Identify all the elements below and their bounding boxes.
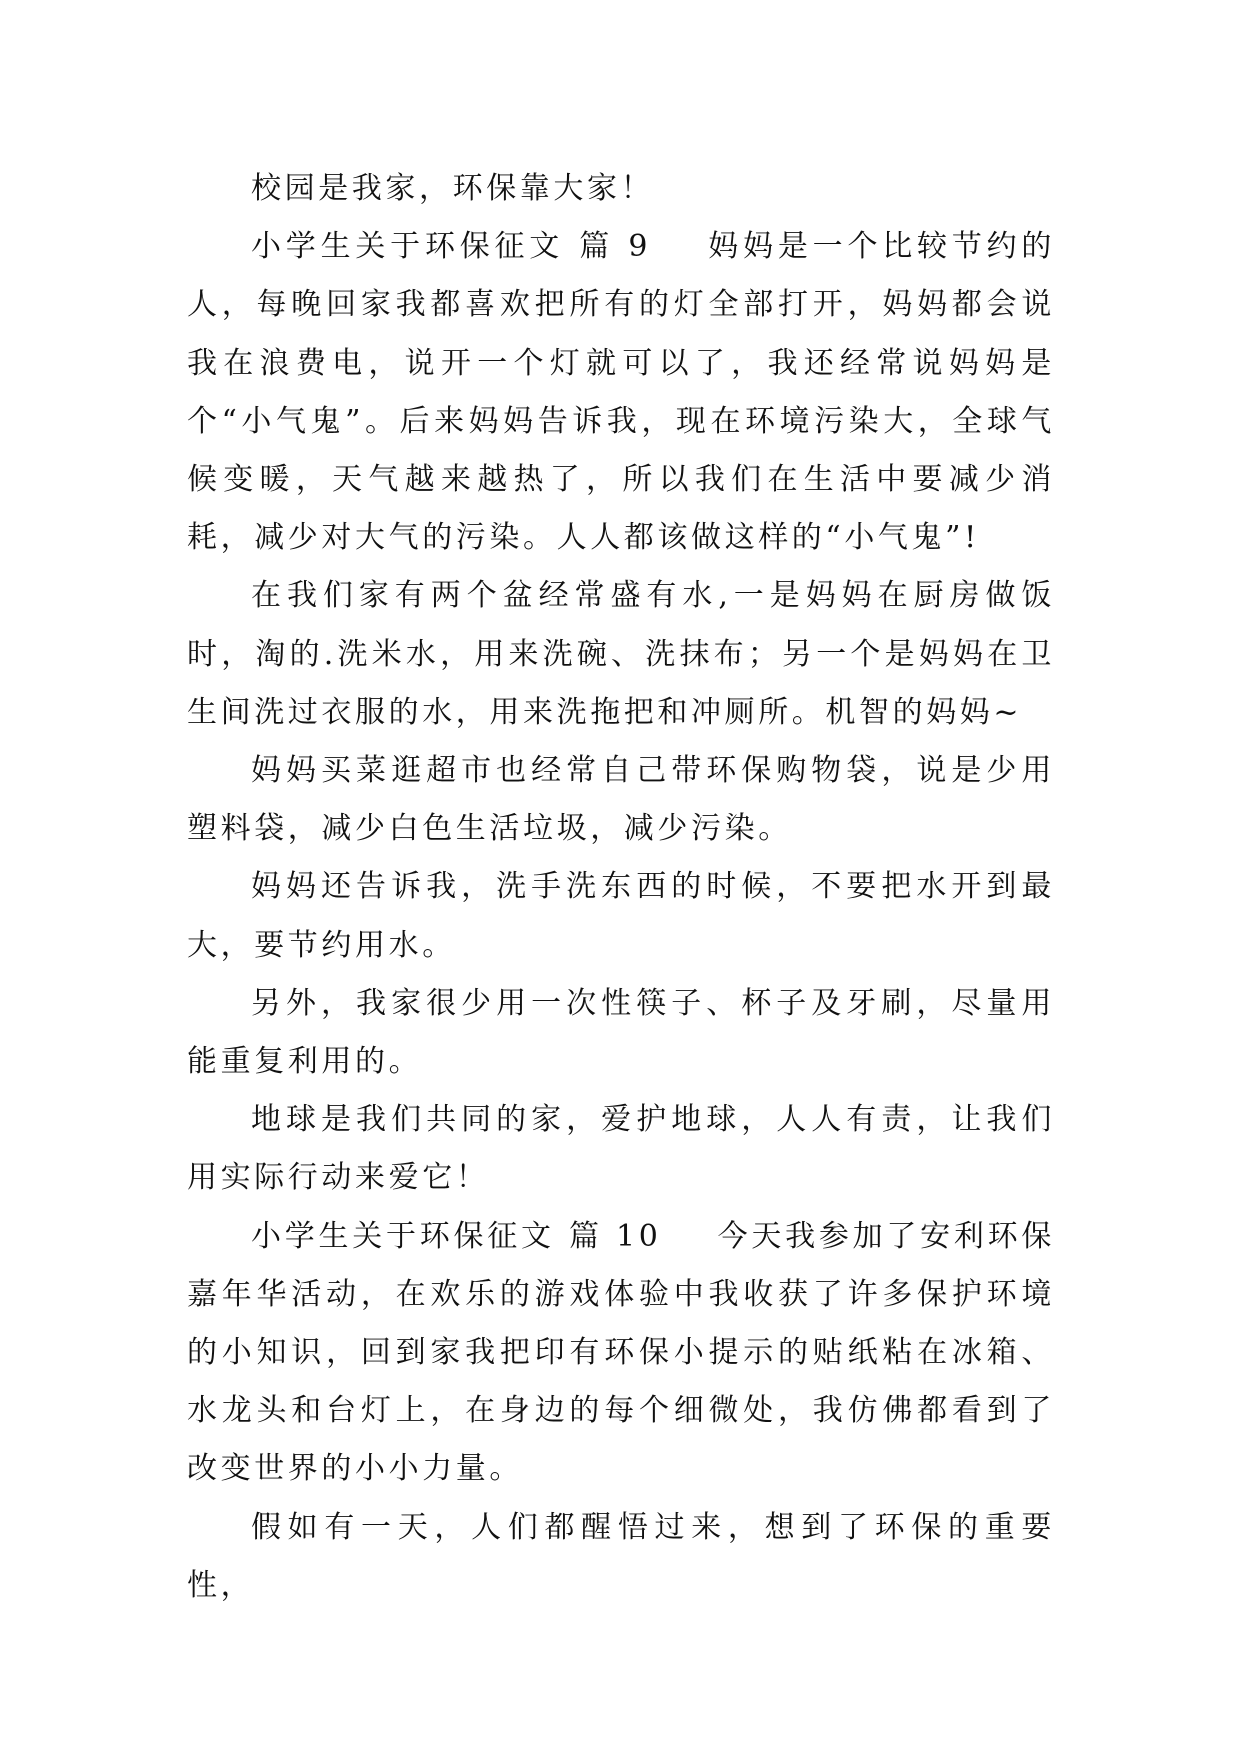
document-body	[187, 160, 1055, 1615]
paragraph	[187, 858, 1055, 974]
paragraph	[187, 1091, 1055, 1207]
paragraph-text: 地球是我们共同的家，爱护地球，人人有责，让我们用实际行动来爱它！	[187, 1102, 1055, 1196]
section-heading: 小学生关于环保征文	[251, 229, 565, 265]
paragraph-text: 假如有一天，人们都醒悟过来，想到了环保的重要性，	[187, 1509, 1055, 1603]
paragraph	[187, 742, 1055, 858]
paragraph	[187, 567, 1055, 742]
paragraph	[187, 160, 1055, 218]
paragraph	[187, 1499, 1055, 1615]
paragraph-section-10	[187, 1208, 1055, 1499]
paragraph-text: 妈妈是一个比较节约的人，每晚回家我都喜欢把所有的灯全部打开，妈妈都会说我在浪费电，说开一个灯就可以了，我还经常说妈妈是个“小气鬼”。后来妈妈告诉我，现在环境污染大，全球气候变暖，天气越来越热了，所以我们在生活中要减少消耗，减少对大气的污染。人人都该做这样的“小气鬼”!	[187, 229, 1055, 556]
paragraph-text: 妈妈买菜逛超市也经常自己带环保购物袋，说是少用塑料袋，减少白色生活垃圾，减少污染。	[187, 753, 1055, 847]
section-number: 篇 10	[568, 1218, 662, 1254]
paragraph-text: 校园是我家，环保靠大家！	[251, 171, 655, 206]
paragraph-text: 在我们家有两个盆经常盛有水,一是妈妈在厨房做饭时，淘的.洗米水，用来洗碗、洗抹布；另一个是妈妈在卫生间洗过衣服的水，用来洗拖把和冲厕所。机智的妈妈~	[187, 578, 1055, 730]
paragraph-text: 妈妈还告诉我，洗手洗东西的时候，不要把水开到最大，要节约用水。	[187, 869, 1055, 963]
paragraph-section-9	[187, 218, 1055, 567]
paragraph-text: 今天我参加了安利环保嘉年华活动，在欢乐的游戏体验中我收获了许多保护环境的小知识，回到家我把印有环保小提示的贴纸粘在冰箱、水龙头和台灯上，在身边的每个细微处，我仿佛都看到了改变世界的小小力量。	[187, 1218, 1055, 1487]
paragraph	[187, 975, 1055, 1091]
paragraph-text: 另外，我家很少用一次性筷子、杯子及牙刷，尽量用能重复利用的。	[187, 985, 1055, 1080]
section-heading: 小学生关于环保征文	[251, 1218, 555, 1254]
section-number: 篇 9	[578, 229, 652, 265]
